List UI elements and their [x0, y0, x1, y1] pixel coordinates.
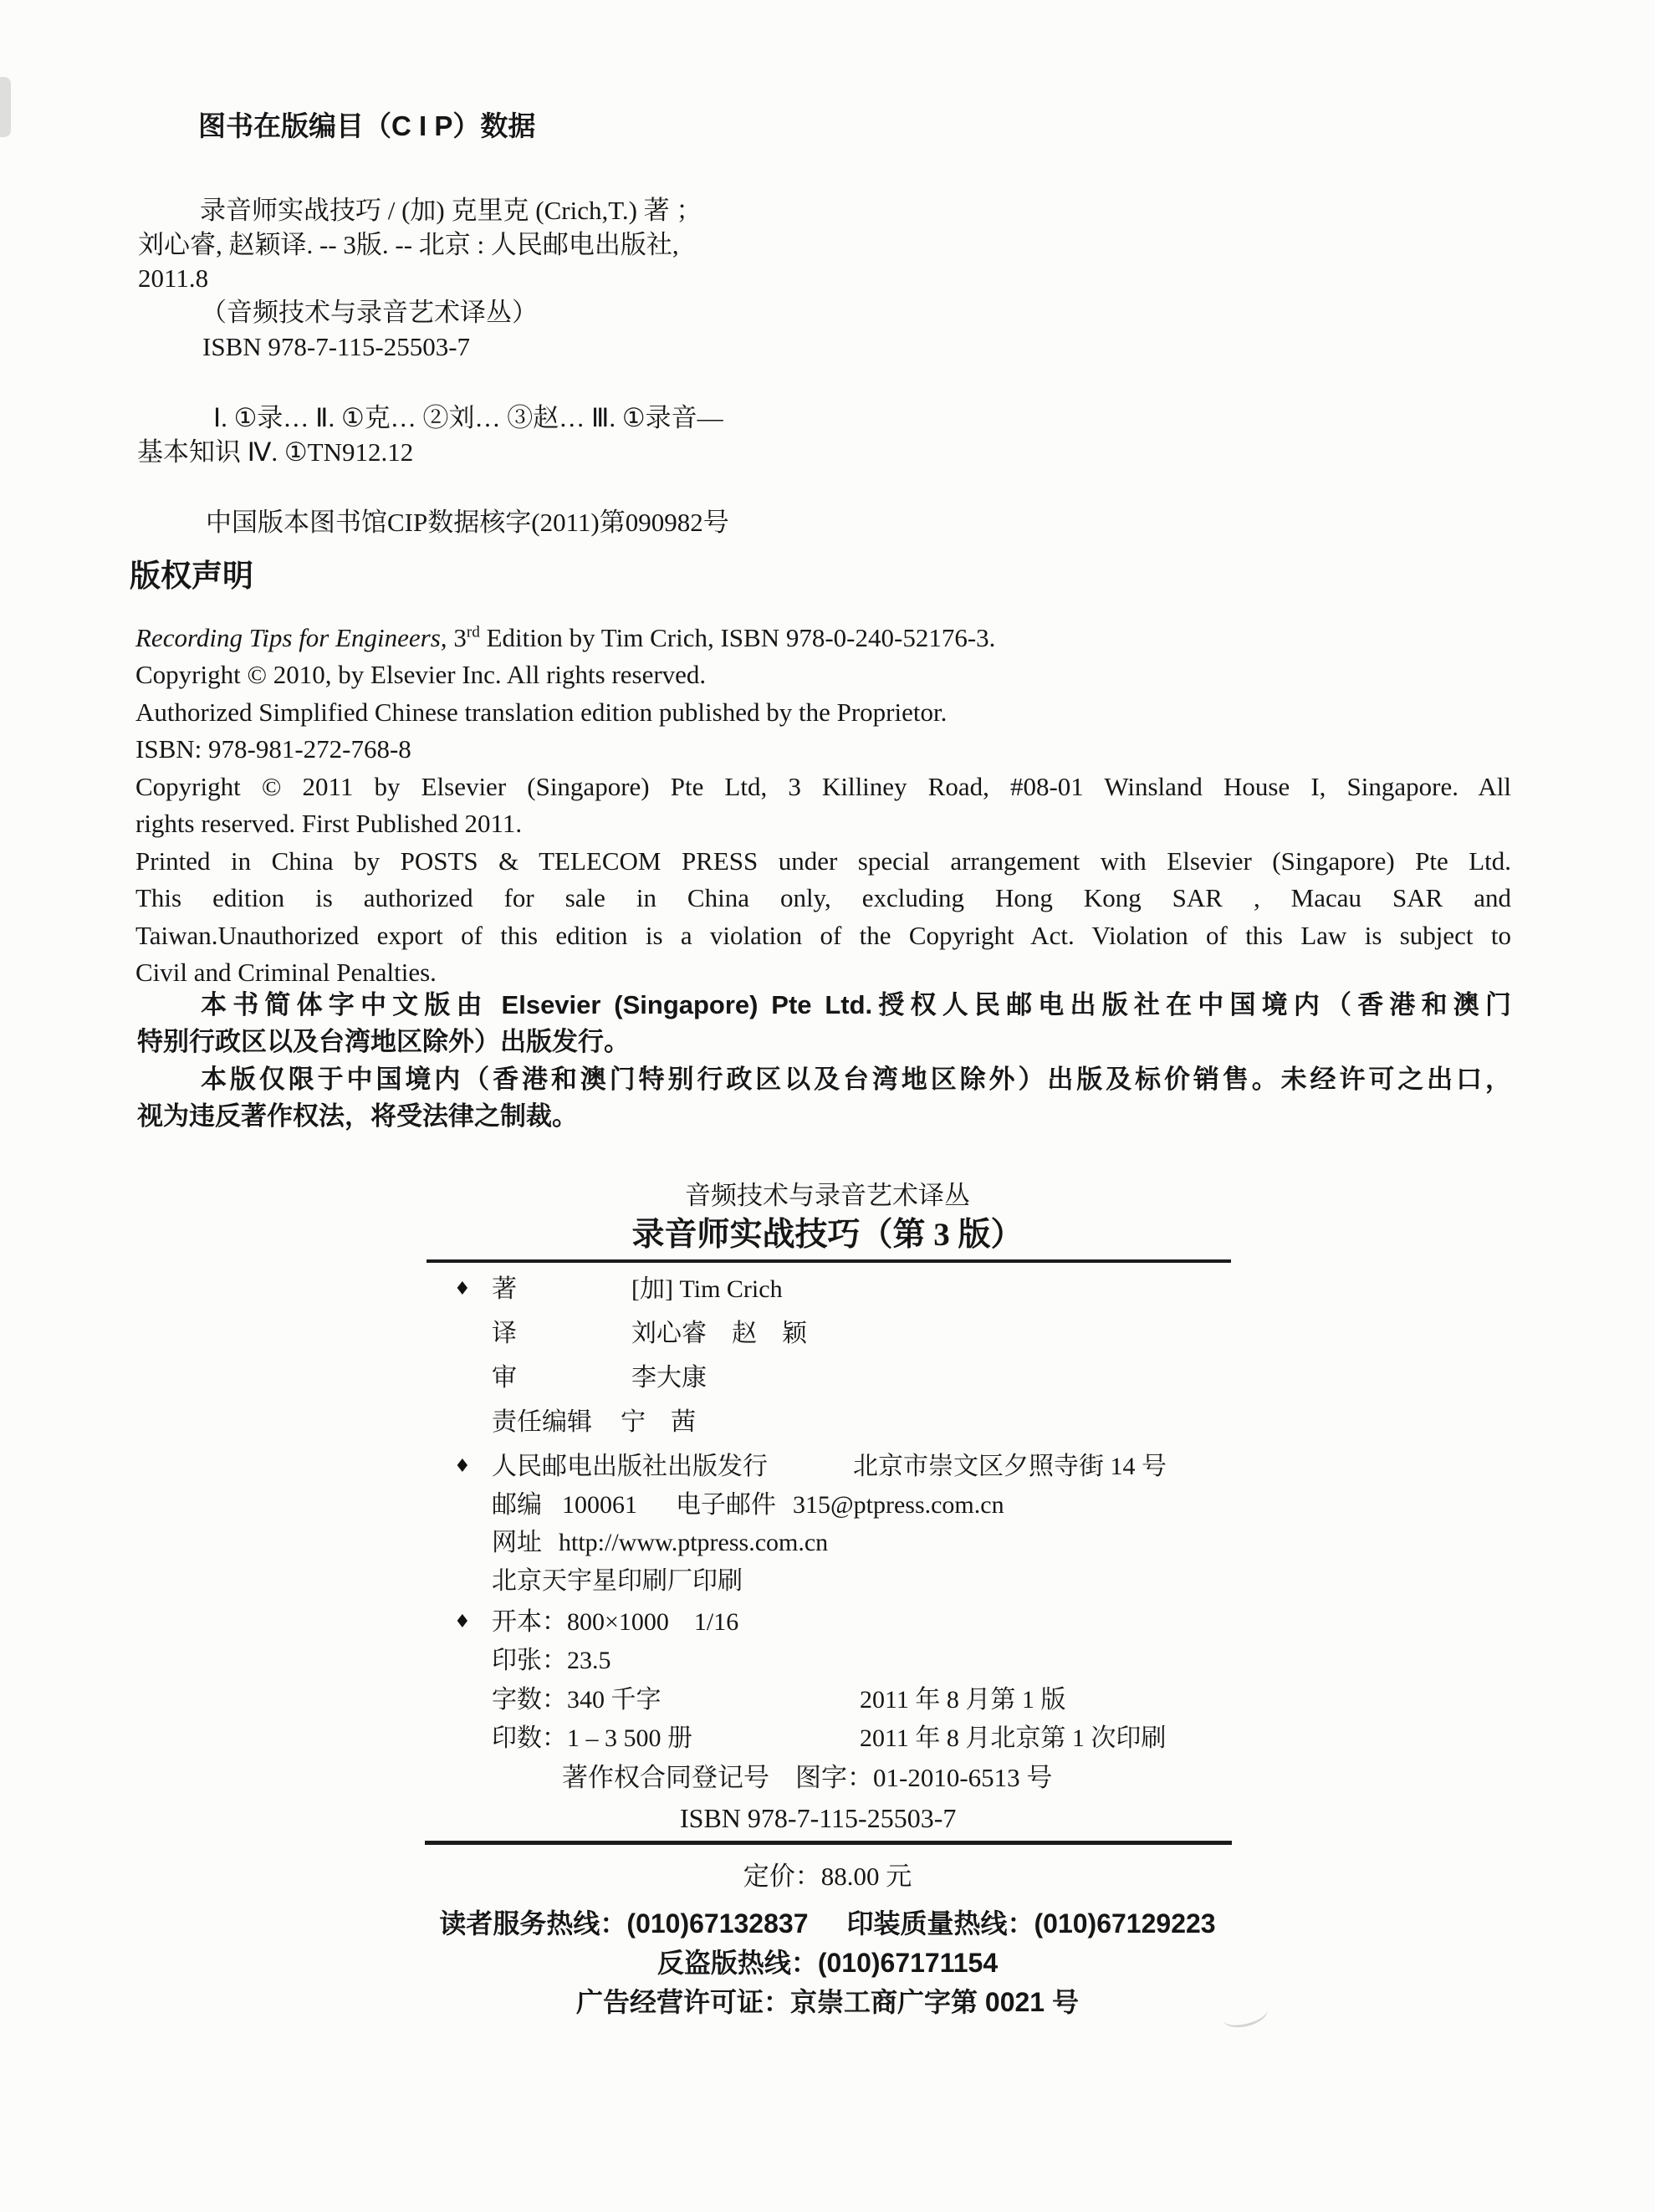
author-value: [加] Tim Crich [631, 1275, 783, 1303]
isbn-number: ISBN 978-7-115-25503-7 [680, 1803, 957, 1833]
translator-label: 译 [492, 1320, 517, 1347]
print-quality-hotline: 印装质量热线：(010)67129223 [846, 1908, 1216, 1939]
publisher-address: 北京市崇文区夕照寺街 14 号 [853, 1453, 1167, 1480]
cip-record-line: 2011.8 [138, 263, 209, 293]
word-count: 字数：340 千字 [492, 1686, 661, 1714]
book-title: 录音师实战技巧（第 3 版） [631, 1217, 1024, 1253]
scan-artifact [0, 77, 11, 137]
format-spec: 开本：800×1000 1/16 [492, 1608, 739, 1636]
cip-series-note: （音频技术与录音艺术译丛） [201, 298, 538, 327]
diamond-bullet-icon: ♦ [454, 1612, 471, 1632]
translator-value: 刘心睿 赵 颖 [631, 1320, 807, 1347]
reader-service-hotline: 读者服务热线：(010)67132837 [439, 1908, 809, 1939]
printing-date: 2011 年 8 月北京第 1 次印刷 [860, 1724, 1167, 1752]
copyright-en-line [135, 623, 995, 653]
reviewer-label: 审 [492, 1364, 517, 1392]
editor-value: 宁 茜 [621, 1408, 696, 1436]
email-label: 电子邮件 [676, 1491, 776, 1519]
copyright-en-line: Taiwan.Unauthorized export of this edition is a violation of the Copyright Act. Violation of this Law is subject to [135, 921, 1511, 950]
postcode-value: 100061 [562, 1491, 637, 1519]
copyright-en-line: ISBN: 978-981-272-768-8 [135, 734, 411, 764]
copyright-en-line: This edition is authorized for sale in China only, excluding Hong Kong SAR , Macau SAR and [135, 883, 1511, 912]
en-line-rest: Edition by Tim Crich, ISBN 978-0-240-52176-3. [479, 623, 996, 652]
copyright-zh-line: 特别行政区以及台湾地区除外）出版发行。 [137, 1027, 630, 1056]
price: 定价：88.00 元 [743, 1862, 912, 1891]
cip-heading: 图书在版编目（C I P）数据 [198, 110, 536, 141]
cip-record-line: 录音师实战技巧 / (加) 克里克 (Crich,T.) 著 ； [200, 196, 702, 225]
copyright-en-line: Copyright © 2010, by Elsevier Inc. All rights reserved. [135, 660, 707, 689]
hotline-row [0, 1908, 1655, 1939]
english-book-title: Recording Tips for Engineers, [135, 623, 447, 652]
print-run: 印数：1 – 3 500 册 [492, 1724, 692, 1752]
copyright-zh-line: 视为违反著作权法，将受法律之制裁。 [137, 1101, 578, 1131]
diamond-bullet-icon: ♦ [454, 1279, 471, 1300]
cip-record-line: 刘心睿, 赵颖译. -- 3版. -- 北京 : 人民邮电出版社, [138, 230, 679, 259]
copyright-en-line: Authorized Simplified Chinese translation edition published by the Proprietor. [135, 697, 948, 727]
colophon-top-rule [427, 1259, 1231, 1263]
website-value: http://www.ptpress.com.cn [559, 1529, 829, 1556]
printer: 北京天宇星印刷厂印刷 [492, 1567, 743, 1595]
email-value: 315@ptpress.com.cn [793, 1491, 1004, 1519]
cip-registry-number: 中国版本图书馆CIP数据核字(2011)第090982号 [206, 508, 729, 537]
copyright-en-line: rights reserved. First Published 2011. [135, 809, 523, 838]
website-label: 网址 [492, 1529, 542, 1556]
copyright-zh-line: 本书简体字中文版由 Elsevier (Singapore) Pte Ltd.授权人民邮电出版社在中国境内（香港和澳门 [201, 990, 1511, 1019]
diamond-bullet-icon: ♦ [454, 1456, 471, 1477]
ad-license: 广告经营许可证：京崇工商广字第 0021 号 [576, 1987, 1079, 2017]
editor-label: 责任编辑 [492, 1408, 592, 1436]
author-label: 著 [492, 1275, 517, 1303]
copyright-notice-heading: 版权声明 [130, 559, 253, 593]
postcode-label: 邮编 [492, 1491, 542, 1519]
copyright-zh-line: 本版仅限于中国境内（香港和澳门特别行政区以及台湾地区除外）出版及标价销售。未经许可之出口， [201, 1065, 1511, 1094]
cip-classification-line: Ⅰ. ①录… Ⅱ. ①克… ②刘… ③赵… Ⅲ. ①录音— [213, 403, 723, 432]
copyright-en-line: Copyright © 2011 by Elsevier (Singapore) Pte Ltd, 3 Killiney Road, #08-01 Winsland House I, Singapore. All [135, 772, 1511, 801]
cip-isbn: ISBN 978-7-115-25503-7 [202, 332, 471, 361]
sheets-spec: 印张：23.5 [492, 1647, 611, 1674]
copyright-en-line: Printed in China by POSTS & TELECOM PRESS under special arrangement with Elsevier (Singapore) Pte Ltd. [135, 846, 1511, 876]
colophon-bottom-rule [425, 1841, 1232, 1845]
series-title: 音频技术与录音艺术译丛 [685, 1181, 970, 1210]
reviewer-value: 李大康 [631, 1364, 707, 1392]
cip-classification-line: 基本知识 Ⅳ. ①TN912.12 [137, 437, 414, 467]
edition-number: 3 [447, 623, 467, 652]
publisher: 人民邮电出版社出版发行 [492, 1453, 768, 1480]
edition-date: 2011 年 8 月第 1 版 [860, 1686, 1066, 1714]
anti-piracy-hotline: 反盗版热线：(010)67171154 [656, 1948, 999, 1978]
edition-ordinal-sup: rd [466, 623, 480, 641]
copyright-registration-number: 著作权合同登记号 图字：01-2010-6513 号 [562, 1763, 1053, 1792]
copyright-en-line: Civil and Criminal Penalties. [135, 958, 437, 987]
